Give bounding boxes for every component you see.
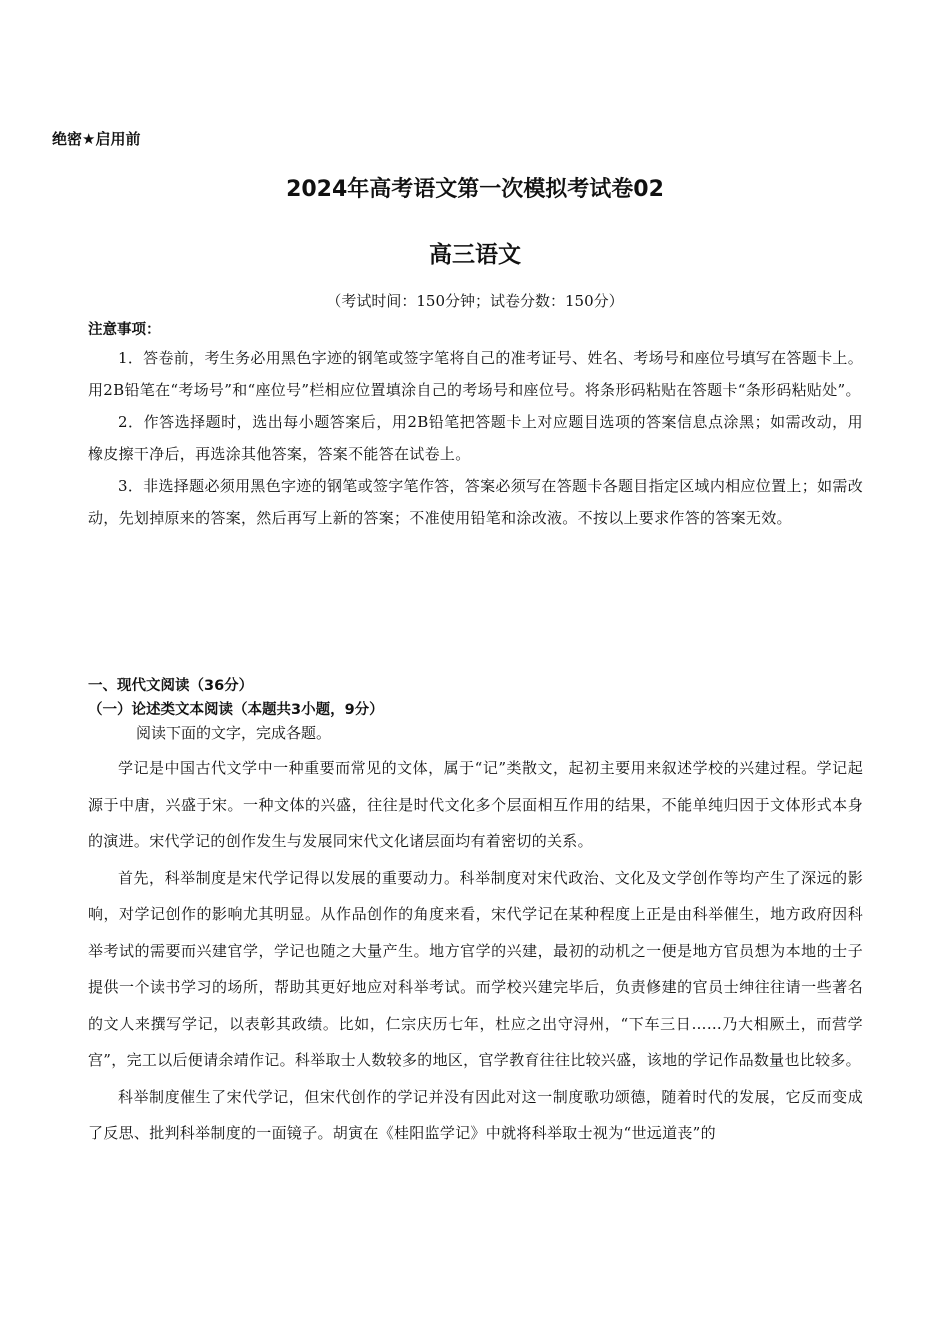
notice-list bbox=[88, 342, 863, 534]
subsection-heading: （一）论述类文本阅读（本题共3小题，9分） bbox=[88, 702, 384, 718]
section-heading: 一、现代文阅读（36分） bbox=[88, 678, 254, 694]
passage-paragraph-3: 科举制度催生了宋代学记，但宋代创作的学记并没有因此对这一制度歌功颂德，随着时代的发展，它反而变成了反思、批判科举制度的一面镜子。胡寅在《桂阳监学记》中就将科举取士视为“世远道丧”的 bbox=[88, 1087, 863, 1142]
passage-paragraph-2: 首先，科举制度是宋代学记得以发展的重要动力。科举制度对宋代政治、文化及文学创作等均产生了深远的影响，对学记创作的影响尤其明显。从作品创作的角度来看，宋代学记在某种程度上正是由科举催生，地方政府因科举考试的需要而兴建官学，学记也随之大量产生。地方官学的兴建，最初的动机之一便是地方官员想为本地的士子提供一个读书学习的场所，帮助其更好地应对科举考试。而学校兴建完毕后，负责修建的官员士绅往往请一些著名的文人来撰写学记，以表彰其政绩。比如，仁宗庆历七年，杜应之出守浔州，“下车三日……乃大相厥土，而营学宫”，完工以后便请余靖作记。科举取士人数较多的地区，官学教育往往比较兴盛，该地的学记作品数量也比较多。 bbox=[88, 868, 863, 1069]
notice-heading: 注意事项： bbox=[88, 322, 161, 338]
notice-item-1: 1．答卷前，考生务必用黑色字迹的钢笔或签字笔将自己的准考证号、姓名、考场号和座位号填写在答题卡上。用2B铅笔在“考场号”和“座位号”栏相应位置填涂自己的考场号和座位号。将条形码粘贴在答题卡“条形码粘贴处”。 bbox=[88, 349, 863, 399]
notice-item-2: 2．作答选择题时，选出每小题答案后，用2B铅笔把答题卡上对应题目选项的答案信息点涂黑；如需改动，用橡皮擦干净后，再选涂其他答案，答案不能答在试卷上。 bbox=[88, 413, 863, 463]
passage-paragraph-1: 学记是中国古代文学中一种重要而常见的文体，属于“记”类散文，起初主要用来叙述学校的兴建过程。学记起源于中唐，兴盛于宋。一种文体的兴盛，往往是时代文化多个层面相互作用的结果，不能单纯归因于文体形式本身的演进。宋代学记的创作发生与发展同宋代文化诸层面均有着密切的关系。 bbox=[88, 759, 863, 850]
confidential-label: 绝密★启用前 bbox=[52, 130, 141, 148]
exam-time-score-info: （考试时间：150分钟；试卷分数：150分） bbox=[326, 292, 624, 310]
notice-item-3: 3．非选择题必须用黑色字迹的钢笔或签字笔作答，答案必须写在答题卡各题目指定区域内相应位置上；如需改动，先划掉原来的答案，然后再写上新的答案；不准使用铅笔和涂改液。不按以上要求作答的答案无效。 bbox=[88, 477, 863, 527]
exam-subtitle: 高三语文 bbox=[429, 242, 521, 268]
exam-title: 2024年高考语文第一次模拟考试卷02 bbox=[286, 177, 664, 202]
reading-passage bbox=[88, 750, 863, 1152]
reading-instruction: 阅读下面的文字，完成各题。 bbox=[136, 724, 332, 742]
